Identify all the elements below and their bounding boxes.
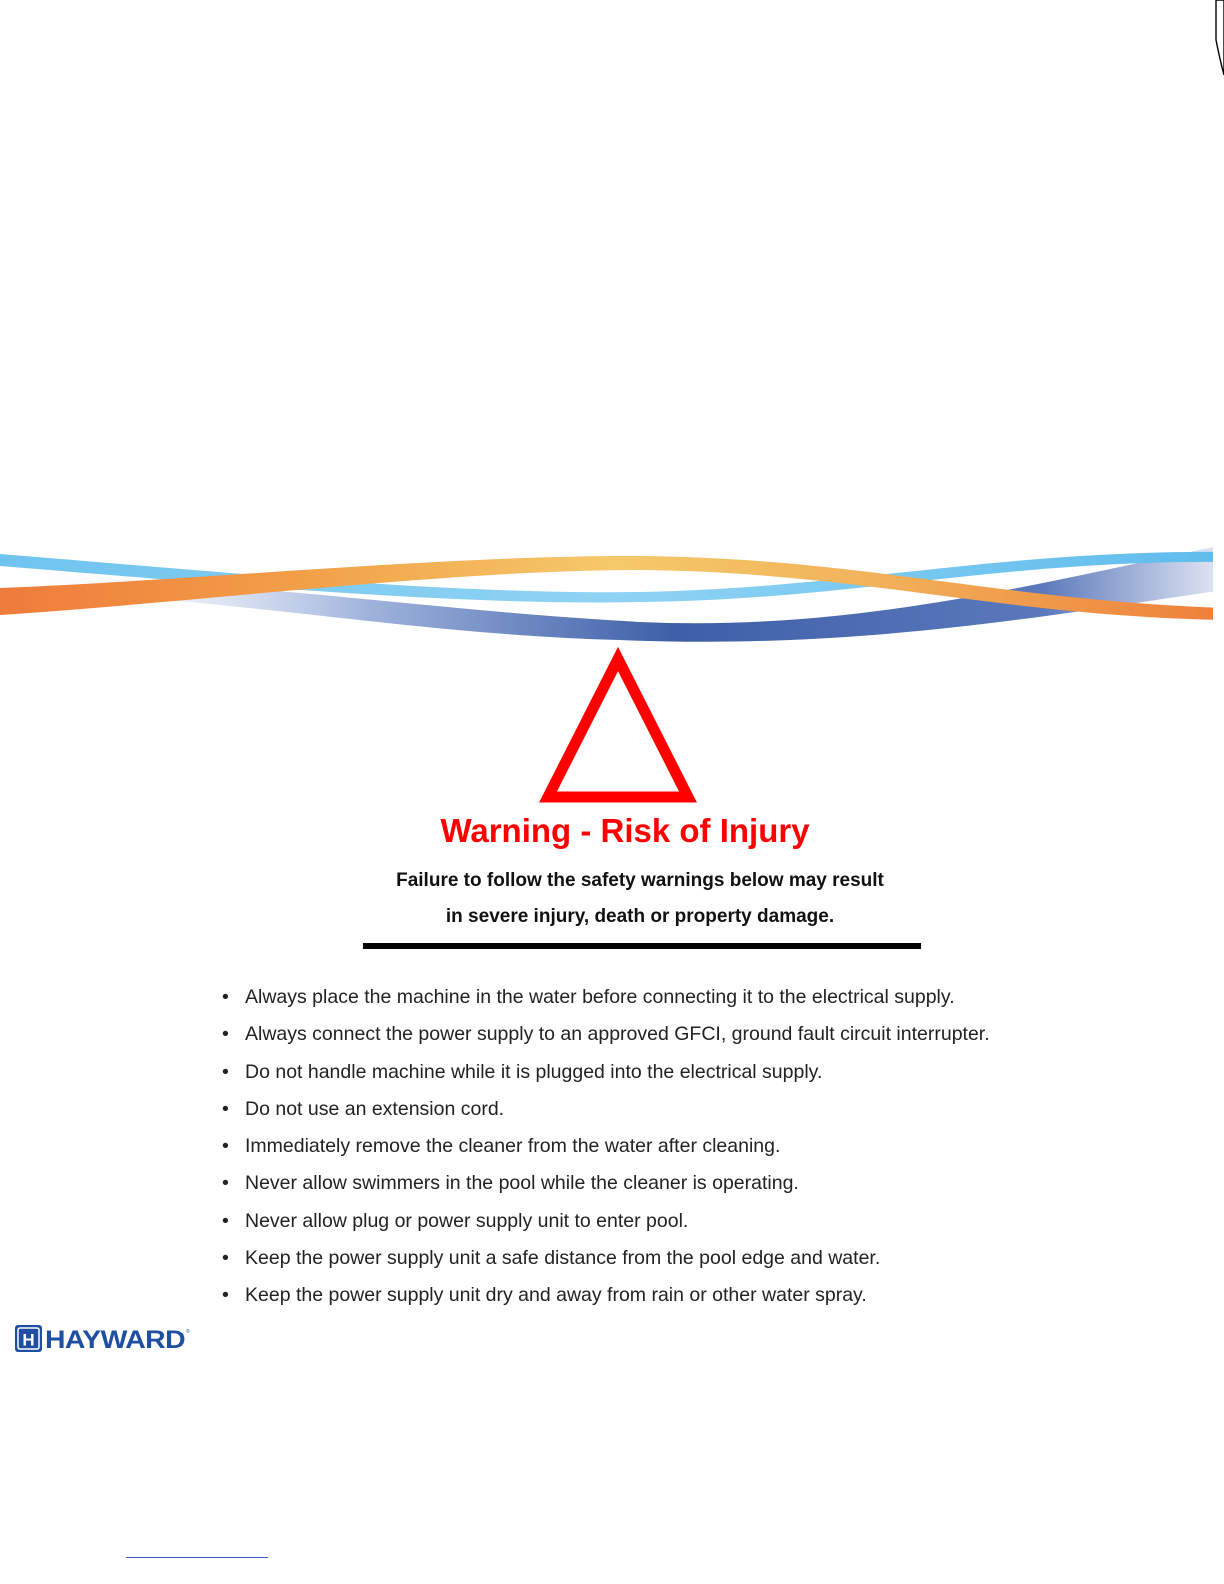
svg-text:®: ® bbox=[186, 1329, 190, 1335]
list-item bbox=[222, 984, 990, 1021]
wave-banner bbox=[0, 540, 1224, 650]
list-item-text: Keep the power supply unit dry and away from rain or other water spray. bbox=[245, 1284, 867, 1306]
list-item bbox=[222, 1096, 990, 1133]
list-item bbox=[222, 1059, 990, 1096]
list-item-text: Always connect the power supply to an approved GFCI, ground fault circuit interrupter. bbox=[245, 1023, 990, 1046]
list-item-text: Do not handle machine while it is plugged into the electrical supply. bbox=[245, 1060, 823, 1083]
svg-text:H: H bbox=[22, 1330, 35, 1350]
bullet: • bbox=[222, 1135, 229, 1157]
list-item bbox=[222, 1021, 990, 1058]
bullet: • bbox=[222, 1060, 229, 1083]
footer-rule bbox=[126, 1557, 268, 1558]
warning-subtitle-line-1: Failure to follow the safety warnings below may result bbox=[396, 870, 884, 891]
bullet: • bbox=[222, 1209, 229, 1232]
warning-subtitle-line-2: in severe injury, death or property damage. bbox=[445, 906, 835, 927]
list-item-text: Keep the power supply unit a safe distance from the pool edge and water. bbox=[245, 1246, 881, 1269]
list-item-text: Always place the machine in the water before connecting it to the electrical supply. bbox=[245, 986, 955, 1008]
warning-triangle-icon bbox=[534, 645, 702, 807]
warning-title: Warning - Risk of Injury bbox=[440, 812, 810, 849]
hayward-logo bbox=[14, 1323, 190, 1354]
list-item bbox=[222, 1133, 990, 1170]
safety-warnings-list bbox=[222, 984, 990, 1319]
list-item-text: Do not use an extension cord. bbox=[245, 1097, 505, 1120]
bullet: • bbox=[222, 986, 229, 1008]
list-item bbox=[222, 1170, 990, 1207]
list-item-text: Never allow swimmers in the pool while the cleaner is operating. bbox=[245, 1172, 799, 1195]
list-item bbox=[222, 1208, 990, 1245]
list-item-text: Immediately remove the cleaner from the water after cleaning. bbox=[245, 1135, 781, 1157]
svg-text:HAYWARD: HAYWARD bbox=[45, 1326, 185, 1354]
list-item-text: Never allow plug or power supply unit to enter pool. bbox=[245, 1209, 689, 1232]
bullet: • bbox=[222, 1284, 229, 1306]
bullet: • bbox=[222, 1172, 229, 1195]
page-edge-mark bbox=[1213, 0, 1224, 1584]
list-item bbox=[222, 1245, 990, 1282]
divider bbox=[363, 943, 921, 949]
bullet: • bbox=[222, 1246, 229, 1269]
list-item bbox=[222, 1282, 990, 1319]
bullet: • bbox=[222, 1097, 229, 1120]
bullet: • bbox=[222, 1023, 229, 1046]
